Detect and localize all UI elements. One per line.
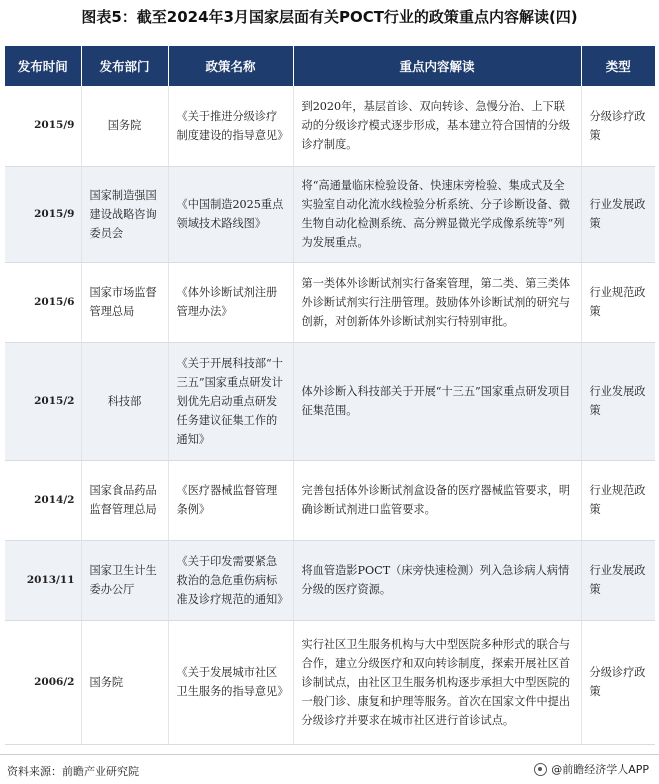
cell-type: 行业发展政策 (581, 166, 655, 262)
cell-policy-name: 《中国制造2025重点领域技术路线图》 (168, 166, 293, 262)
cell-type: 行业发展政策 (581, 342, 655, 460)
table-row (5, 342, 655, 460)
cell-dept: 国家食品药品监督管理总局 (81, 460, 168, 540)
cell-date: 2006/2 (5, 620, 81, 744)
cell-policy-name: 《关于发展城市社区卫生服务的指导意见》 (168, 620, 293, 744)
table-row (5, 620, 655, 744)
cell-date: 2015/9 (5, 86, 81, 166)
header-name: 政策名称 (168, 46, 293, 86)
page-title: 图表5：截至2024年3月国家层面有关POCT行业的政策重点内容解读(四) (81, 8, 578, 26)
cell-type: 分级诊疗政策 (581, 86, 655, 166)
header-date: 发布时间 (5, 46, 81, 86)
cell-policy-name: 《关于开展科技部“十三五”国家重点研发计划优先启动重点研发任务建议征集工作的通知》 (168, 342, 293, 460)
table-header-row (5, 46, 655, 86)
table-row (5, 262, 655, 342)
cell-type: 分级诊疗政策 (581, 620, 655, 744)
cell-policy-name: 《关于印发需要紧急救治的急危重伤病标准及诊疗规范的通知》 (168, 540, 293, 620)
cell-desc: 第一类体外诊断试剂实行备案管理，第二类、第三类体外诊断试剂实行注册管理。鼓励体外诊断试剂的研究与创新，对创新体外诊断试剂实行特别审批。 (293, 262, 581, 342)
cell-dept: 国家制造强国建设战略咨询委员会 (81, 166, 168, 262)
brand-credit (534, 761, 649, 777)
table-row (5, 540, 655, 620)
cell-type: 行业规范政策 (581, 262, 655, 342)
cell-date: 2015/9 (5, 166, 81, 262)
cell-desc: 实行社区卫生服务机构与大中型医院多种形式的联合与合作，建立分级医疗和双向转诊制度，探索开展社区首诊制试点，由社区卫生服务机构逐步承担大中型医院的一般门诊、康复和护理等服务。首次在国家文件中提出分级诊疗并要求在城市社区进行首诊试点。 (293, 620, 581, 744)
cell-desc: 体外诊断入科技部关于开展“十三五”国家重点研发项目征集范围。 (293, 342, 581, 460)
table-row (5, 166, 655, 262)
cell-date: 2015/6 (5, 262, 81, 342)
cell-dept: 科技部 (81, 342, 168, 460)
footer (0, 754, 659, 784)
cell-dept: 国务院 (81, 86, 168, 166)
cell-policy-name: 《医疗器械监督管理条例》 (168, 460, 293, 540)
cell-desc: 完善包括体外诊断试剂盒设备的医疗器械监管要求，明确诊断试剂进口监管要求。 (293, 460, 581, 540)
cell-date: 2013/11 (5, 540, 81, 620)
cell-type: 行业规范政策 (581, 460, 655, 540)
cell-policy-name: 《体外诊断试剂注册管理办法》 (168, 262, 293, 342)
cell-date: 2014/2 (5, 460, 81, 540)
cell-desc: 将血管造影POCT（床旁快速检测）列入急诊病人病情分级的医疗资源。 (293, 540, 581, 620)
cell-policy-name: 《关于推进分级诊疗制度建设的指导意见》 (168, 86, 293, 166)
cell-date: 2015/2 (5, 342, 81, 460)
table-row (5, 460, 655, 540)
header-dept: 发布部门 (81, 46, 168, 86)
cell-desc: 到2020年，基层首诊、双向转诊、急慢分治、上下联动的分级诊疗模式逐步形成，基本建立符合国情的分级诊疗制度。 (293, 86, 581, 166)
header-type: 类型 (581, 46, 655, 86)
header-desc: 重点内容解读 (293, 46, 581, 86)
policy-table (5, 46, 655, 745)
cell-dept: 国务院 (81, 620, 168, 744)
cell-type: 行业发展政策 (581, 540, 655, 620)
source-note: 资料来源：前瞻产业研究院 (7, 765, 139, 778)
cell-dept: 国家市场监督管理总局 (81, 262, 168, 342)
brand-credit-label: @前瞻经济学人APP (551, 763, 649, 776)
brand-logo-icon (534, 763, 547, 776)
cell-desc: 将“高通量临床检验设备、快速床旁检验、集成式及全实验室自动化流水线检验分析系统、分子诊断设备、微生物自动化检测系统、高分辨显微光学成像系统等”列为发展重点。 (293, 166, 581, 262)
cell-dept: 国家卫生计生委办公厅 (81, 540, 168, 620)
table-row (5, 86, 655, 166)
